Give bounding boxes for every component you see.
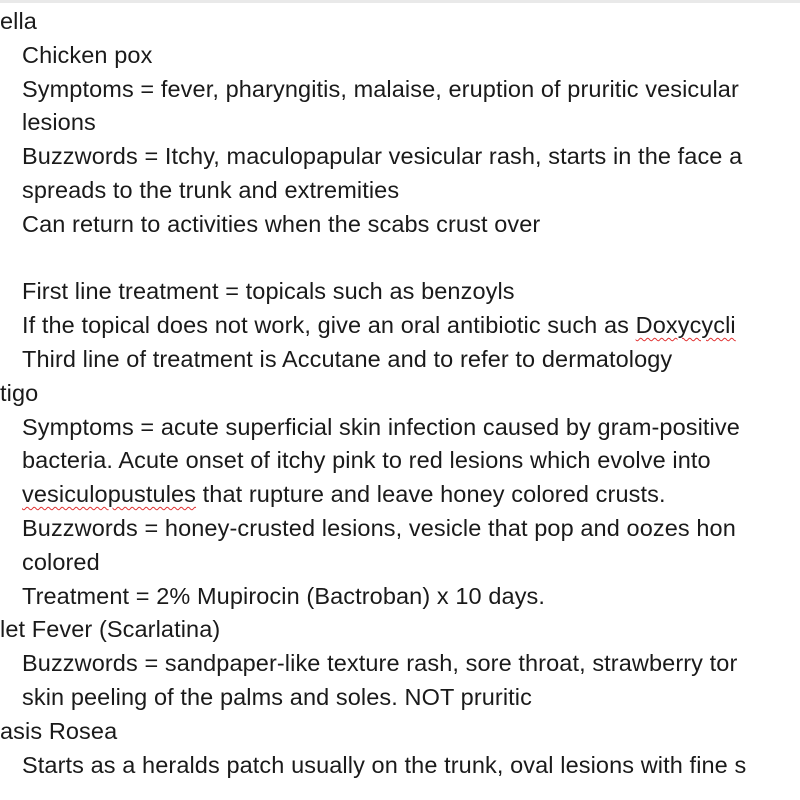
section-heading: tigo: [0, 379, 39, 406]
note-line: [22, 750, 746, 780]
note-text: Buzzwords = honey-crusted lesions, vesicle that pop and oozes hon: [22, 515, 736, 541]
note-text: Starts as a heralds patch usually on the trunk, oval lesions with fine s: [22, 751, 747, 778]
note-line: [22, 581, 545, 611]
section-heading: asis Rosea: [0, 717, 118, 744]
note-line: [22, 276, 515, 306]
note-line: [22, 175, 399, 205]
note-text: Buzzwords = Itchy, maculopapular vesicular rash, starts in the face a: [22, 143, 743, 170]
note-text: that rupture and leave honey colored crusts.: [196, 481, 666, 508]
note-text: Symptoms = fever, pharyngitis, malaise, eruption of pruritic vesicular: [22, 75, 739, 102]
note-line: [22, 513, 736, 543]
misspelled-word: Doxycycli: [635, 312, 736, 339]
note-text: Buzzwords = sandpaper-like texture rash, sore throat, strawberry tor: [22, 650, 738, 677]
note-line: [22, 479, 666, 509]
note-line: [22, 40, 152, 70]
note-line: [22, 209, 540, 239]
misspelled-word: vesiculopustules: [22, 481, 197, 508]
section-heading: ella: [0, 8, 37, 34]
note-line: [22, 412, 740, 442]
note-line: [22, 445, 711, 475]
note-line: [22, 310, 736, 340]
note-line: [22, 344, 672, 374]
note-line: [22, 107, 96, 137]
note-text: If the topical does not work, give an oral antibiotic such as: [22, 312, 636, 339]
note-line: [22, 648, 737, 678]
note-text: Third line of treatment is Accutane and to refer to dermatology: [22, 346, 673, 372]
note-text: Symptoms = acute superficial skin infection caused by gram-positive: [22, 413, 740, 440]
note-line: [22, 547, 100, 577]
note-text: spreads to the trunk and extremities: [22, 177, 400, 203]
section-heading: let Fever (Scarlatina): [0, 616, 221, 643]
note-text: bacteria. Acute onset of itchy pink to red lesions which evolve into: [22, 447, 711, 474]
note-text: lesions: [22, 109, 96, 136]
note-text: Treatment = 2% Mupirocin (Bactroban) x 10 days.: [22, 582, 546, 609]
note-line: [22, 74, 739, 104]
note-line: [22, 682, 532, 712]
note-text: Chicken pox: [22, 41, 153, 68]
note-text: Can return to activities when the scabs crust over: [22, 210, 541, 237]
note-text: First line treatment = topicals such as benzoyls: [22, 278, 515, 305]
note-text: colored: [22, 548, 100, 575]
note-text: skin peeling of the palms and soles. NOT pruritic: [22, 684, 532, 710]
note-line: [22, 141, 742, 171]
